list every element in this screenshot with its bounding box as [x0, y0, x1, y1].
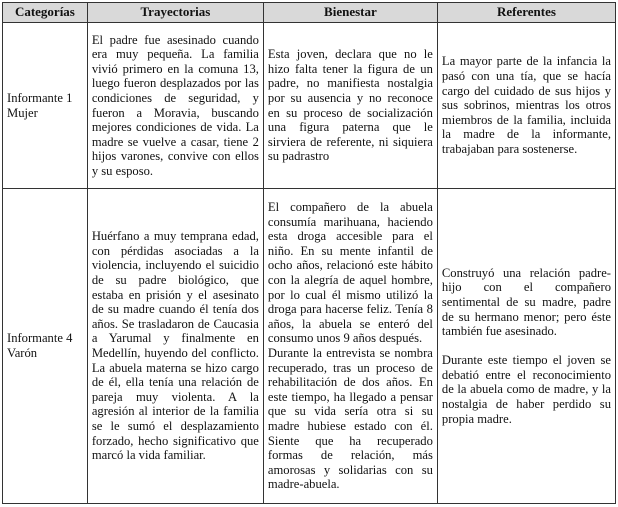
table-row [3, 23, 616, 189]
header-referentes: Referentes [437, 3, 615, 23]
referentes-cell [437, 189, 615, 504]
bienestar-paragraph: Durante la entrevista se nombra recuperado, tras un proceso de rehabilitación de dos años. En este tiempo, ha llegado a pensar que su vida sería otra si su madre hubiese estado con él. Siente que ha recuperado formas de relación, más amorosas y solidarias con su madre-abuela. [267, 346, 433, 492]
informant-label: Informante 1 [7, 90, 73, 105]
informant-gender: Mujer [7, 105, 38, 120]
categoria-cell [3, 23, 88, 189]
informants-table [2, 2, 616, 504]
table-row [3, 189, 616, 504]
informant-gender: Varón [7, 346, 38, 360]
header-bienestar: Bienestar [263, 3, 437, 23]
bienestar-paragraph: Esta joven, declara que no le hizo falta tener la figura de un padre, no manifiesta nostalgia por su ausencia y no reconoce en su proceso de socialización una figura paterna que le sirviera de referente, ni siquiera su padrastro [267, 47, 433, 164]
header-trayectorias: Trayectorias [87, 3, 263, 23]
referentes-paragraph: Construyó una relación padre-hijo con el compañero sentimental de su madre, padre de su hermano menor; pero éste también fue asesinado. [441, 265, 611, 339]
header-row [3, 3, 616, 23]
trayectorias-cell: El padre fue asesinado cuando era muy pequeña. La familia vivió primero en la comuna 13, luego fueron desplazados por las condiciones de seguridad, y fueron a Moravia, buscando mejores condiciones de vida. La madre se vuelve a casar, tiene 2 hijos varones, convive con ellos y su esposo. [87, 23, 263, 189]
referentes-cell [437, 23, 615, 189]
informant-label: Informante 4 [7, 331, 73, 346]
bienestar-cell [263, 23, 437, 189]
trayectorias-cell: Huérfano a muy temprana edad, con pérdidas asociadas a la violencia, incluyendo el suicidio de su padre biológico, que estaba en prisión y el asesinato de su madre cuando él tenía dos años. Se trasladaron de Caucasia a Yarumal y finalmente en Medellín, huyendo del conflicto. La abuela materna se hizo cargo de él, ella tenía una relación de pareja muy violenta. A la agresión al interior de la familia se le sumó el desplazamiento forzado, hecho significativo que marcó la vida familiar. [87, 189, 263, 504]
referentes-paragraph: Durante este tiempo el joven se debatió entre el reconocimiento de la abuela como de madre, y la nostalgia de haber perdido su propia madre. [441, 353, 611, 426]
referentes-paragraph: La mayor parte de la infancia la pasó con una tía, que se hacía cargo del cuidado de sus hijos y sus sobrinos, mientras los otros miembros de la familia, incluida la madre de la informante, trabajaban para sostenerse. [441, 54, 611, 156]
bienestar-paragraph: El compañero de la abuela consumía marihuana, haciendo esta droga accesible para el niño. En su mente infantil de ocho años, relacionó este hábito con la alegría de aquel hombre, por lo cual él mismo utilizó la droga para hacerse feliz. Tenía 8 años, la abuela se enteró del consumo unos 9 años después. [267, 200, 433, 346]
header-categorias: Categorías [3, 3, 88, 23]
categoria-cell [3, 189, 88, 504]
bienestar-cell [263, 189, 437, 504]
